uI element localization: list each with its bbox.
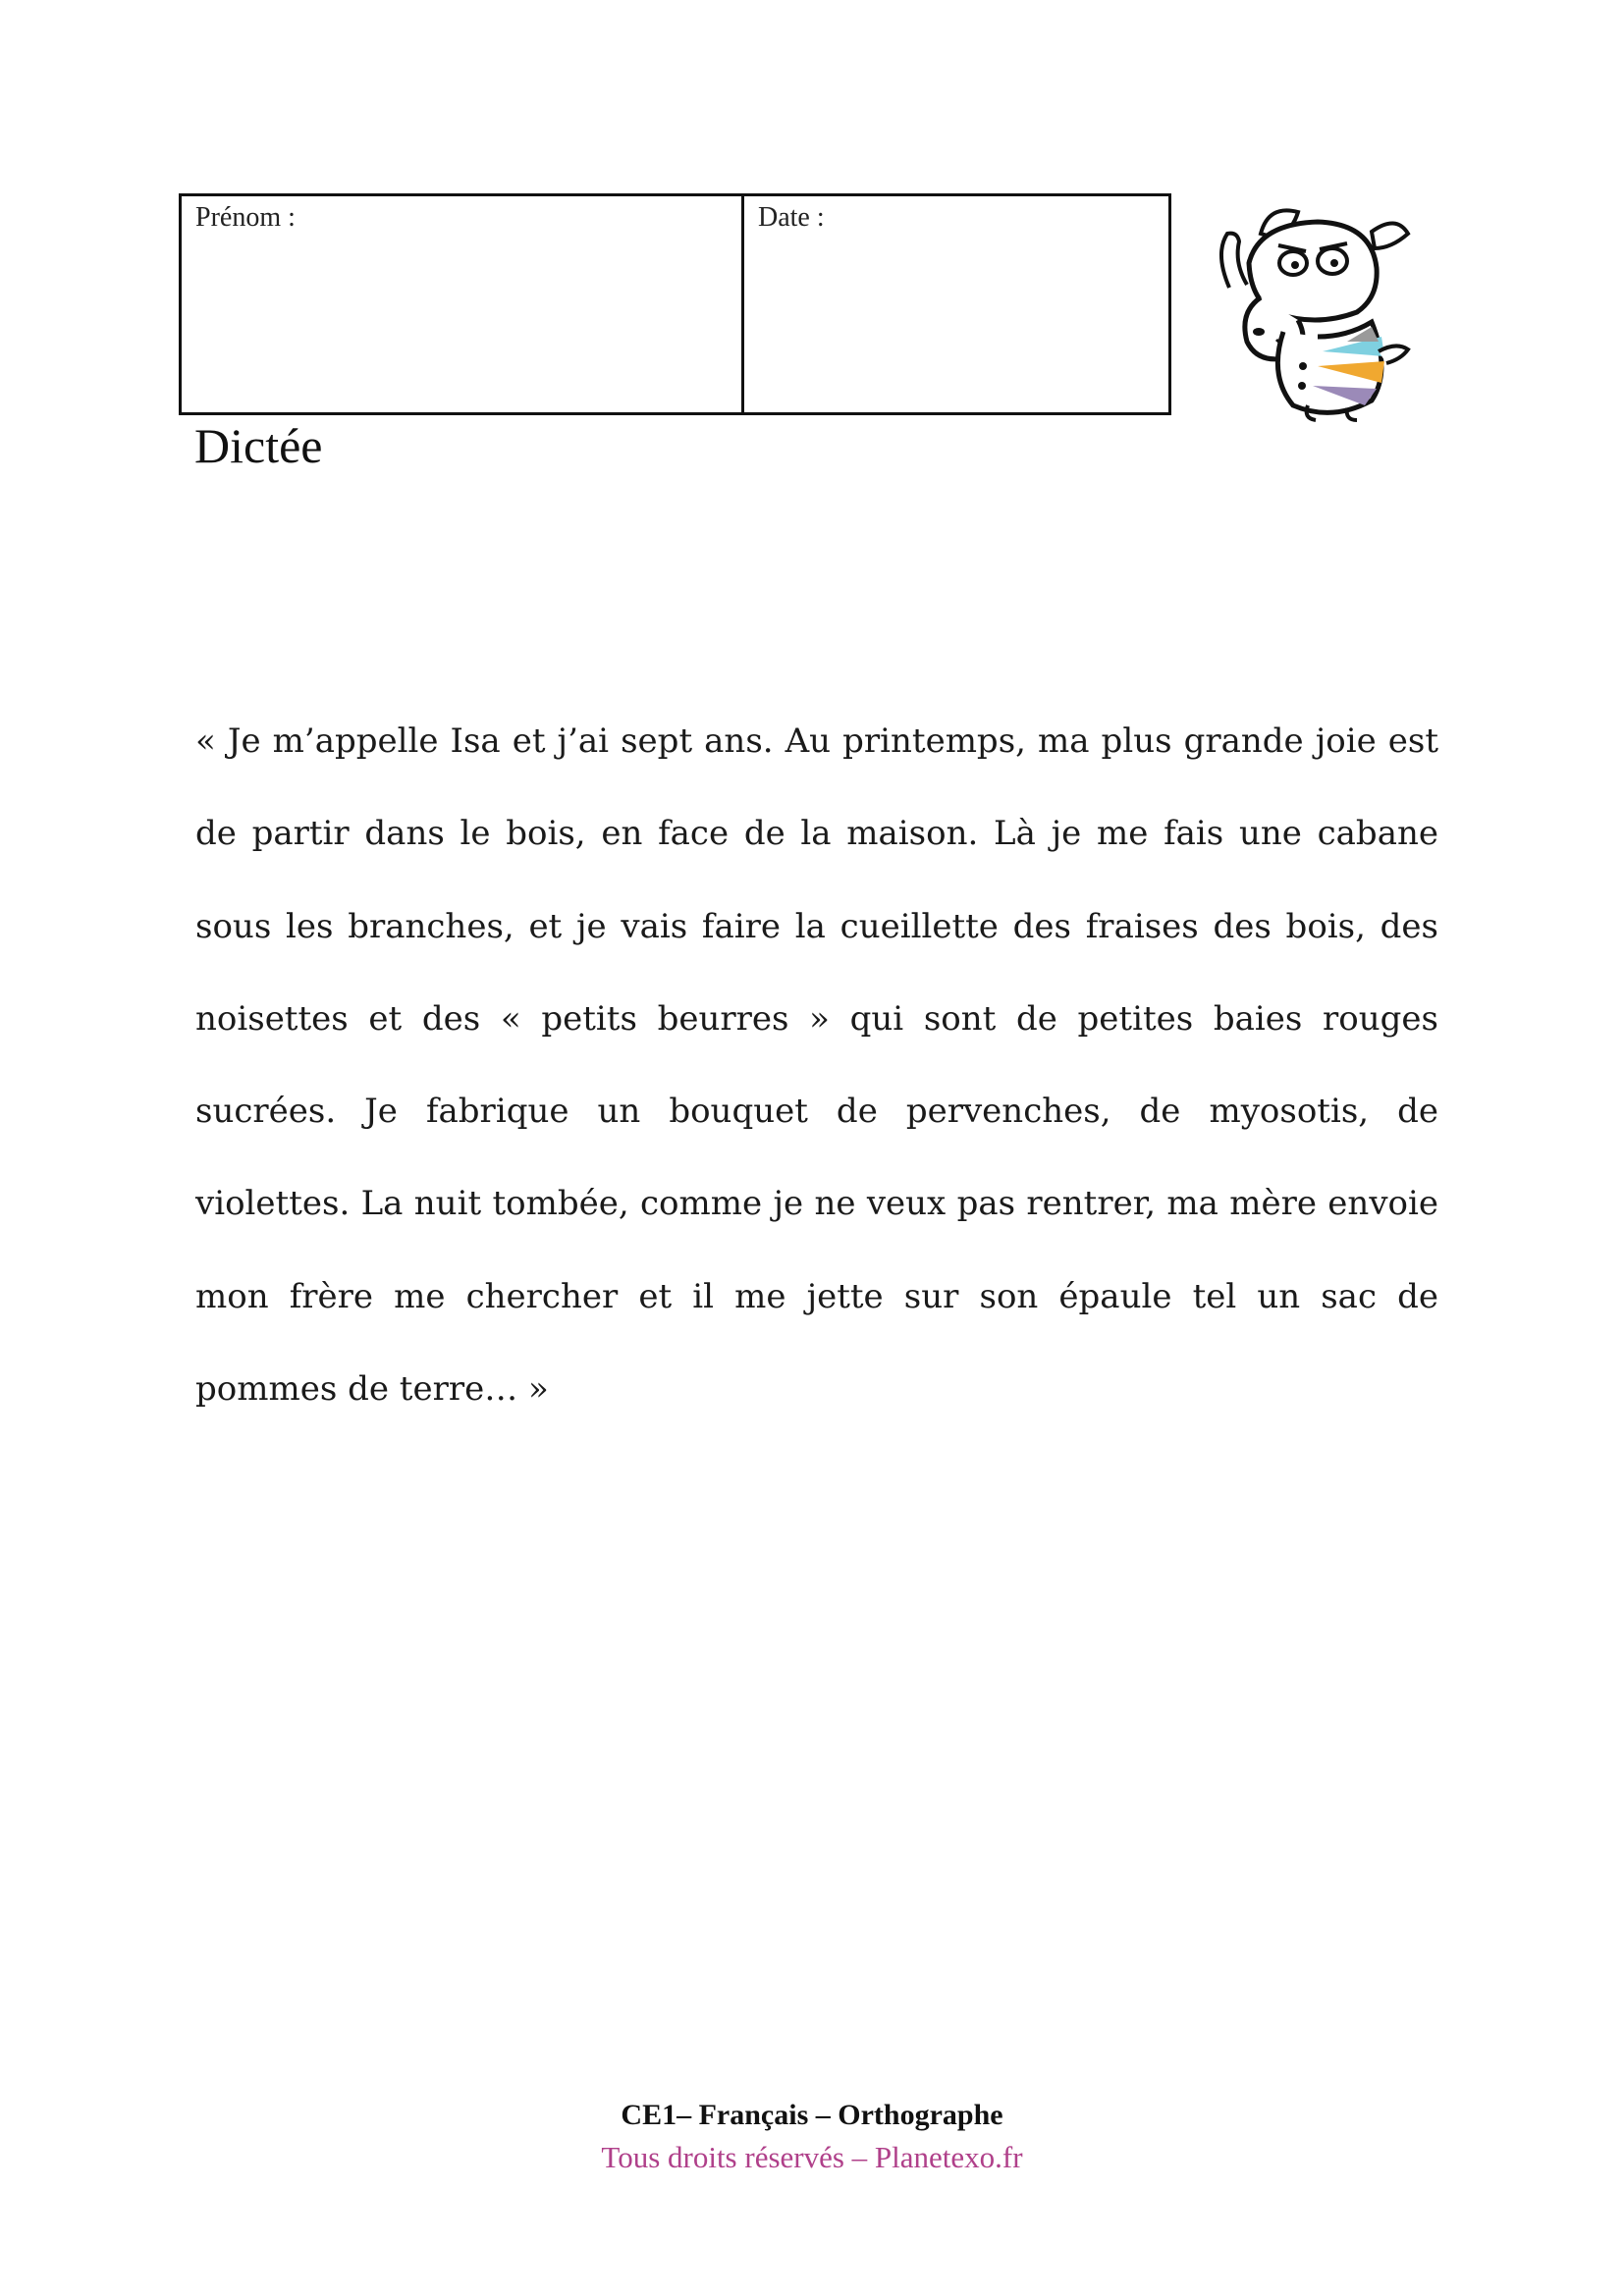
sheep-mascot-icon — [1200, 194, 1416, 422]
student-info-table — [179, 193, 1171, 415]
prenom-field[interactable] — [182, 196, 744, 412]
date-label: Date : — [758, 202, 825, 233]
footer-subject: CE1– Français – Orthographe — [621, 2099, 1003, 2131]
date-field[interactable] — [744, 196, 1168, 412]
footer-rights: Tous droits réservés – Planetexo.fr — [601, 2140, 1023, 2174]
prenom-label: Prénom : — [195, 202, 296, 233]
page-title: Dictée — [194, 418, 323, 473]
dictation-text: « Je m’appelle Isa et j’ai sept ans. Au printemps, ma plus grande joie est de partir dans le bois, en face de la maison. Là je me fais une cabane sous les branches, et je vais faire la cueillette des fraises des bois, des noisettes et des « petits beurres » qui sont de petites baies rouges sucrées. Je fabrique un bouquet de pervenches, de myosotis, de violettes. La nuit tombée, comme je ne veux pas rentrer, ma mère envoie mon frère me chercher et il me jette sur son épaule tel un sac de pommes de terre… » — [195, 721, 1438, 1410]
